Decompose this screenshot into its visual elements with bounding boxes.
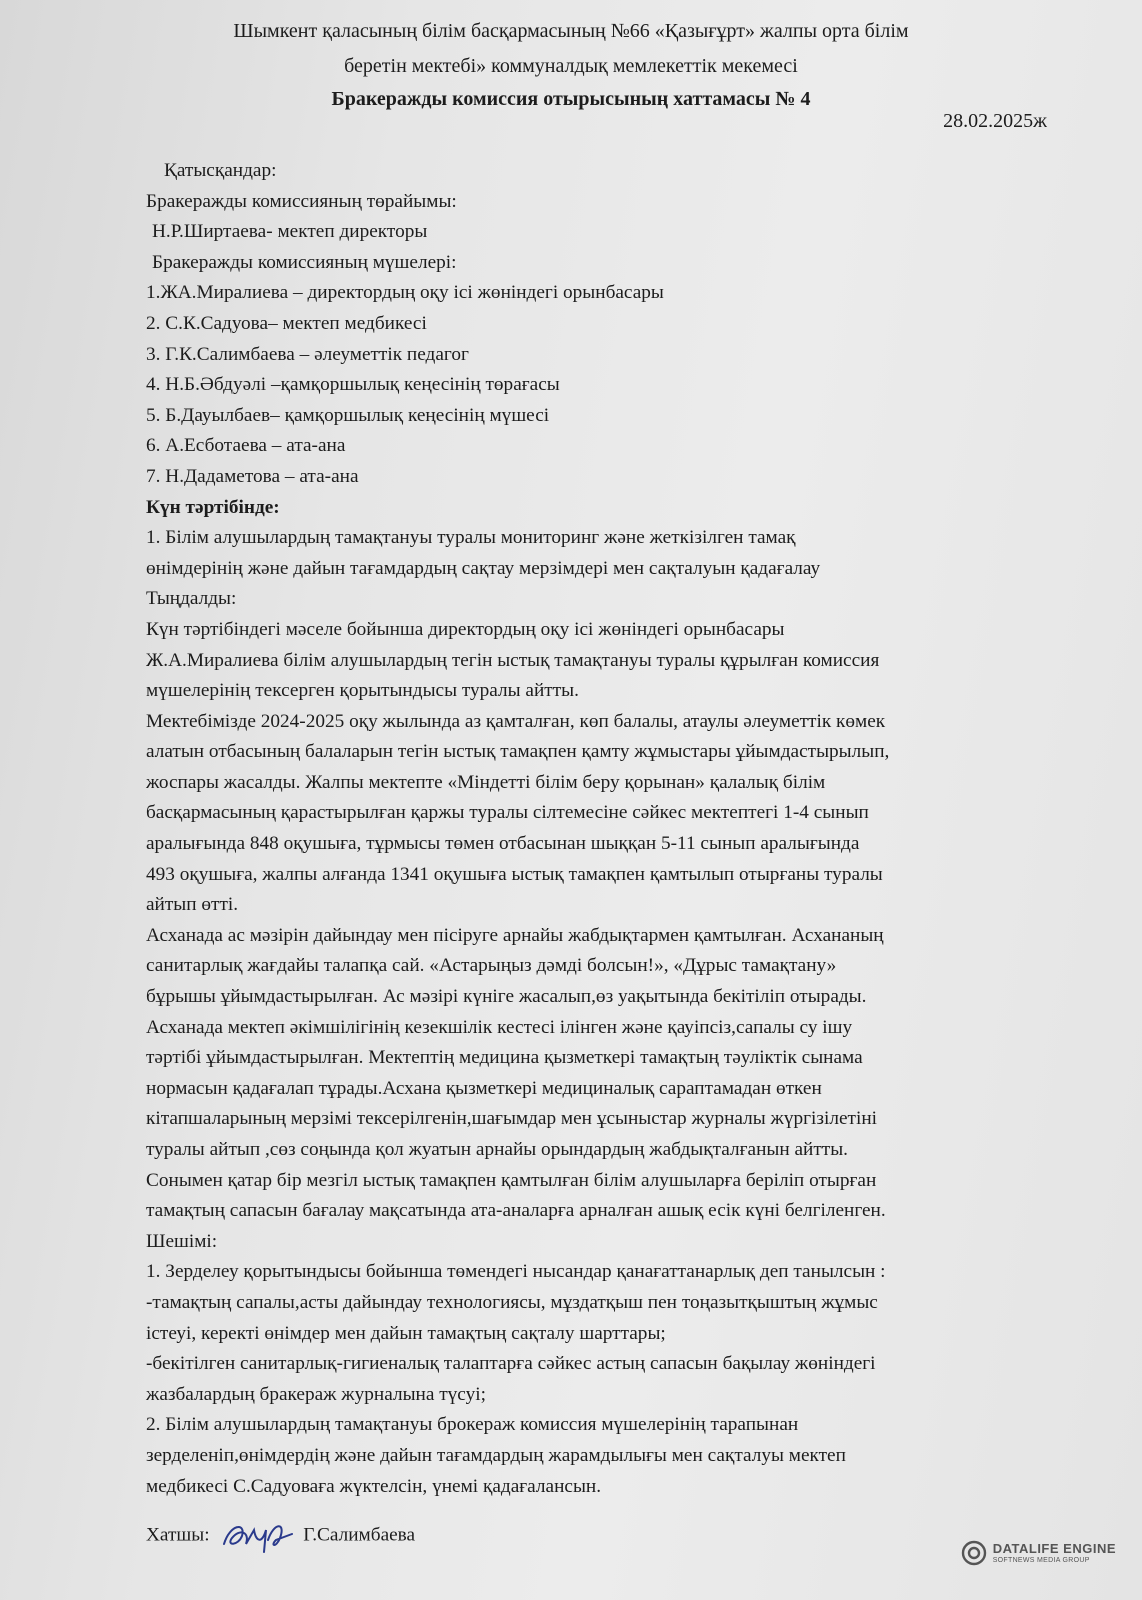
text-line: айтып өтті. xyxy=(146,894,239,916)
document-body xyxy=(146,156,1046,1502)
text-line: 1.ЖА.Миралиева – директордың оқу ісі жөніндегі орынбасары xyxy=(146,282,664,304)
text-line: Бракеражды комиссияның төрайымы: xyxy=(146,190,457,212)
text-line: істеуі, керекті өнімдер мен дайын тамақтың сақталу шарттары; xyxy=(146,1322,666,1344)
text-line: 1. Зерделеу қорытындысы бойынша төмендегі нысандар қанағаттанарлық деп танылсын : xyxy=(146,1261,886,1283)
text-line: мүшелерінің тексерген қорытындысы туралы айтты. xyxy=(146,680,579,702)
document-date: 28.02.2025ж xyxy=(943,110,1047,132)
text-line: өнімдерінің және дайын тағамдардың сақтау мерзімдері мен сақталуын қадағалау xyxy=(146,557,821,579)
watermark-title: DATALIFE ENGINE xyxy=(992,1540,1116,1556)
text-line: -тамақтың сапалы,асты дайындау технологиясы, мұздатқыш пен тоңазытқыштың жұмыс xyxy=(146,1291,878,1313)
text-line: 493 оқушыға, жалпы алғанда 1341 оқушыға ыстық тамақпен қамтылып отырғаны туралы xyxy=(146,863,883,885)
section-heading: Шешімі: xyxy=(146,1230,218,1252)
text-line: 5. Б.Дауылбаев– қамқоршылық кеңесінің мүшесі xyxy=(146,404,550,426)
handwritten-signature xyxy=(216,1516,296,1556)
secretary-line xyxy=(146,1516,415,1556)
text-line: басқармасының қарастырылған қаржы туралы сілтемесіне сәйкес мектептегі 1-4 сынып xyxy=(146,802,869,824)
text-line: Бракеражды комиссияның мүшелері: xyxy=(152,251,457,273)
secretary-label: Хатшы: xyxy=(146,1524,210,1546)
section-heading: Тыңдалды: xyxy=(146,588,237,610)
text-line: бұрышы ұйымдастырылған. Ас мәзірі күніге жасалып,өз уақытында бекітіліп отырады. xyxy=(146,986,867,1008)
text-line: медбикесі С.Садуоваға жүктелсін, үнемі қадағалансын. xyxy=(146,1475,602,1497)
text-line: алатын отбасының балаларын тегін ыстық тамақпен қамту жұмыстары ұйымдастырылып, xyxy=(146,741,890,763)
text-line: 2. С.К.Садуова– мектеп медбикесі xyxy=(146,312,427,334)
text-line: Асханада мектеп әкімшілігінің кезекшілік кестесі ілінген және қауіпсіз,сапалы су ішу xyxy=(146,1016,853,1038)
text-line: Қатысқандар: xyxy=(164,160,277,181)
header-line-2: беретін мектебі» коммуналдық мемлекеттік мекемесі xyxy=(344,55,798,77)
text-line: тәртібі ұйымдастырылған. Мектептің медицина қызметкері тамақтың тәуліктік сынама xyxy=(146,1047,863,1069)
text-line: Н.Р.Ширтаева- мектеп директоры xyxy=(152,221,428,243)
header-line-1: Шымкент қаласының білім басқармасының №66 «Қазығұрт» жалпы орта білім xyxy=(233,20,909,42)
text-line: Мектебімізде 2024-2025 оқу жылында аз қамталған, көп балалы, атаулы әлеуметтік көмек xyxy=(146,710,886,732)
watermark xyxy=(961,1540,1116,1566)
text-line: Күн тәртібіндегі мәселе бойынша директордың оқу ісі жөніндегі орынбасары xyxy=(146,618,785,640)
text-line: 3. Г.К.Салимбаева – әлеуметтік педагог xyxy=(146,343,469,365)
secretary-name: Г.Салимбаева xyxy=(303,1524,416,1546)
text-line: туралы айтып ,сөз соңында қол жуатын арнайы орындардың жабдықталғанын айтты. xyxy=(146,1139,849,1160)
text-line: 1. Білім алушылардың тамақтануы туралы мониторинг және жеткізілген тамақ xyxy=(146,527,796,549)
text-line: -бекітілген санитарлық-гигиеналық талаптарға сәйкес астың сапасын бақылау жөніндегі xyxy=(146,1353,876,1375)
text-line: санитарлық жағдайы талапқа сай. «Астарыңыз дәмді болсын!», «Дұрыс тамақтану» xyxy=(146,955,837,977)
text-line: жазбалардың бракераж журналына түсуі; xyxy=(146,1383,486,1405)
text-line: Ж.А.Миралиева білім алушылардың тегін ыстық тамақтануы туралы құрылған комиссия xyxy=(146,649,880,671)
text-line: тамақтың сапасын бағалау мақсатында ата-аналарға арналған ашық есік күні белгіленген. xyxy=(146,1200,886,1222)
text-line: 6. А.Есботаева – ата-ана xyxy=(146,435,346,457)
watermark-subtitle: SOFTNEWS MEDIA GROUP xyxy=(992,1556,1090,1564)
text-line: зерделеніп,өнімдердің және дайын тағамдардың жарамдылығы мен сақталуы мектеп xyxy=(146,1444,846,1466)
document-title: Бракеражды комиссия отырысының хаттамасы № 4 xyxy=(331,88,811,110)
datalife-engine-icon xyxy=(961,1540,987,1566)
text-line: 4. Н.Б.Әбдуәлі –қамқоршылық кеңесінің төрағасы xyxy=(146,374,560,396)
text-line: аралығында 848 оқушыға, тұрмысы төмен отбасынан шыққан 5-11 сынып аралығында xyxy=(146,833,860,855)
section-heading: Күн тәртібінде: xyxy=(146,496,280,518)
text-line: 7. Н.Дадаметова – ата-ана xyxy=(146,465,359,487)
text-line: 2. Білім алушылардың тамақтануы брокераж комиссия мүшелерінің тарапынан xyxy=(146,1414,799,1436)
text-line: Асханада ас мәзірін дайындау мен пісіруге арнайы жабдықтармен қамтылған. Асхананың xyxy=(146,924,884,946)
text-line: кітапшаларының мерзімі тексерілгенін,шағымдар мен ұсыныстар журналы жүргізілетіні xyxy=(146,1108,878,1130)
text-line: Сонымен қатар бір мезгіл ыстық тамақпен қамтылған білім алушыларға беріліп отырған xyxy=(146,1169,877,1191)
text-line: жоспары жасалды. Жалпы мектепте «Міндетті білім беру қорынан» қалалық білім xyxy=(146,771,826,793)
text-line: нормасын қадағалап тұрады.Асхана қызметкері медициналық сараптамадан өткен xyxy=(146,1077,822,1099)
